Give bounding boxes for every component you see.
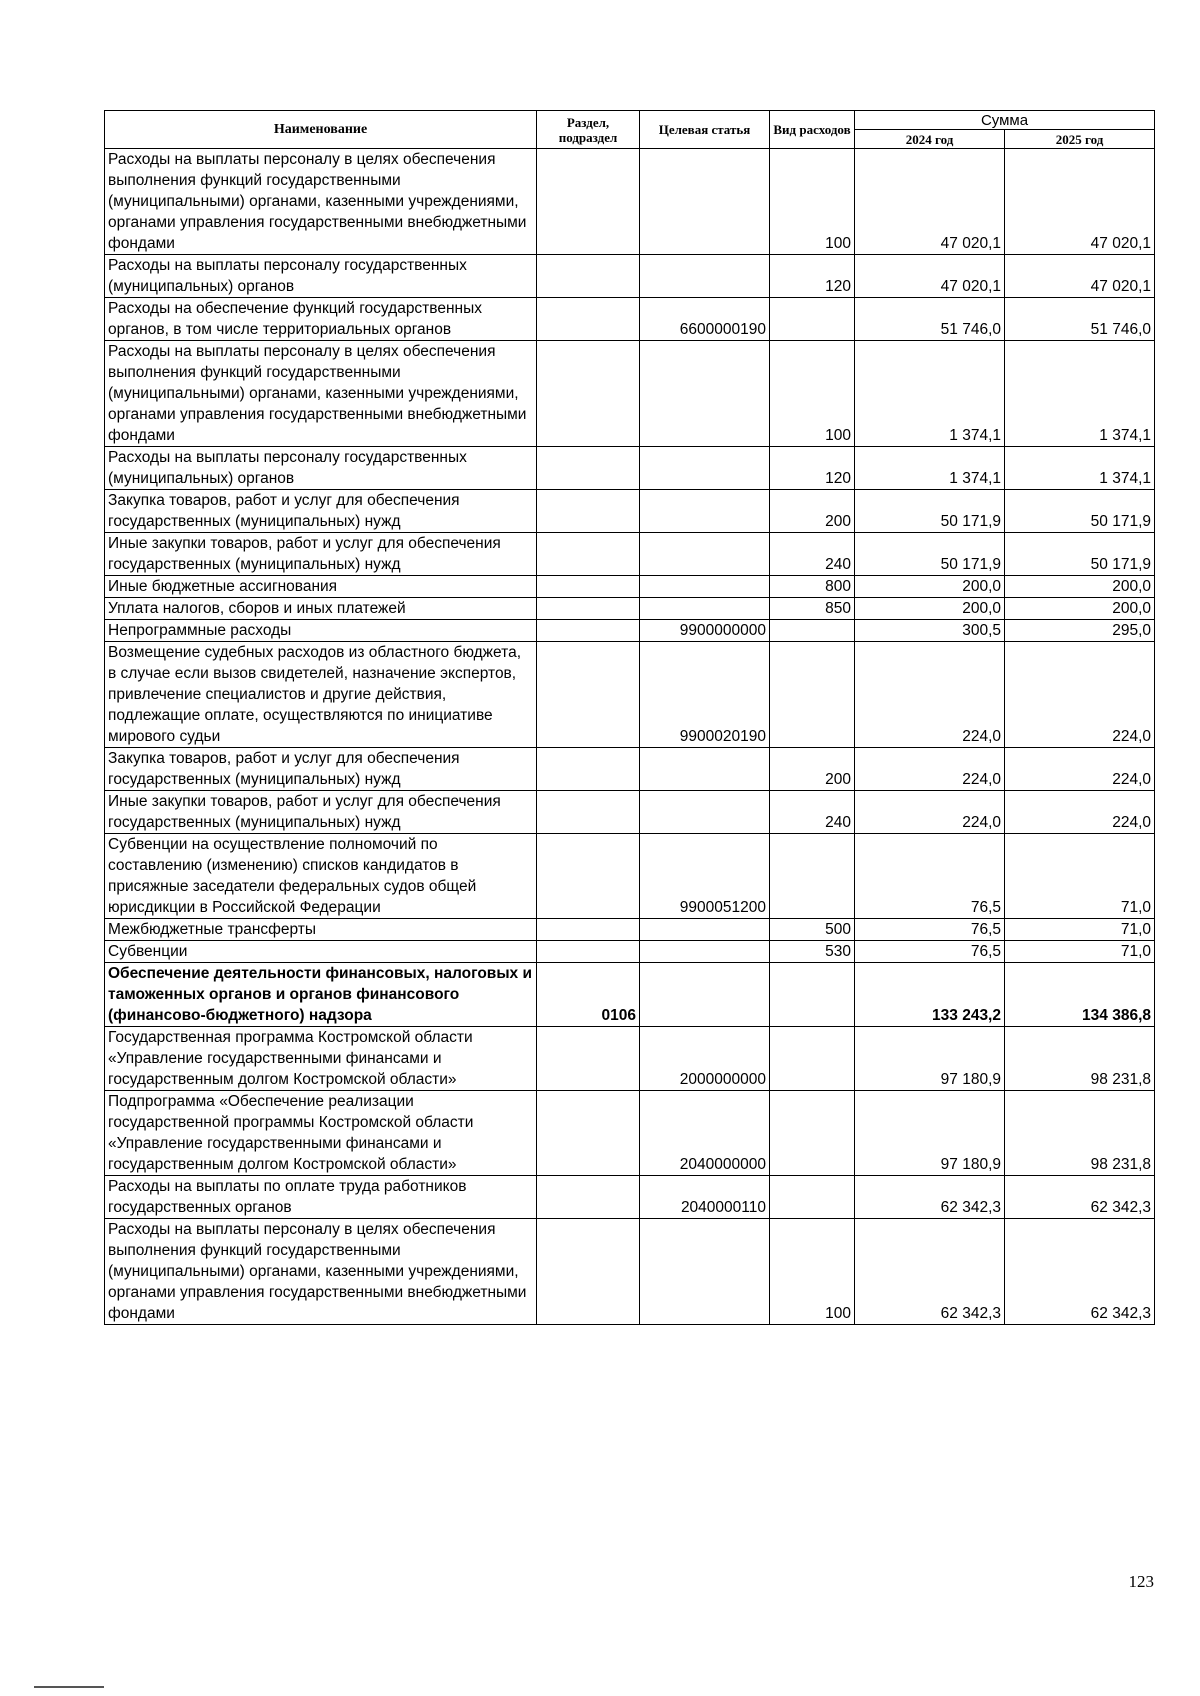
header-sum: Сумма xyxy=(855,111,1155,130)
cell-kind xyxy=(770,963,855,1027)
cell-2024: 47 020,1 xyxy=(855,149,1005,255)
cell-2024: 200,0 xyxy=(855,576,1005,598)
cell-kind: 120 xyxy=(770,255,855,298)
cell-section xyxy=(537,834,640,919)
cell-kind: 240 xyxy=(770,791,855,834)
cell-kind xyxy=(770,1176,855,1219)
cell-2024: 76,5 xyxy=(855,834,1005,919)
cell-2024: 50 171,9 xyxy=(855,533,1005,576)
cell-section xyxy=(537,1219,640,1325)
cell-section xyxy=(537,149,640,255)
cell-2024: 97 180,9 xyxy=(855,1027,1005,1091)
cell-2024: 76,5 xyxy=(855,919,1005,941)
cell-section xyxy=(537,642,640,748)
cell-2025: 51 746,0 xyxy=(1005,298,1155,341)
cell-2025: 50 171,9 xyxy=(1005,533,1155,576)
table-row xyxy=(105,748,1155,791)
cell-kind xyxy=(770,642,855,748)
cell-section xyxy=(537,447,640,490)
cell-name: Субвенции на осуществление полномочий по составлению (изменению) списков кандидатов в присяжные заседатели федеральных судов общей юрисдикции в Российской Федерации xyxy=(105,834,537,919)
table-row xyxy=(105,298,1155,341)
table-row xyxy=(105,1219,1155,1325)
cell-section xyxy=(537,341,640,447)
cell-name: Возмещение судебных расходов из областного бюджета, в случае если вызов свидетелей, назначение экспертов, привлечение специалистов и другие действия, подлежащие оплате, осуществляются по инициативе мирового судьи xyxy=(105,642,537,748)
cell-2024: 1 374,1 xyxy=(855,341,1005,447)
cell-kind: 100 xyxy=(770,149,855,255)
cell-section xyxy=(537,941,640,963)
cell-target xyxy=(640,149,770,255)
cell-kind: 850 xyxy=(770,598,855,620)
cell-kind: 800 xyxy=(770,576,855,598)
cell-target: 2040000000 xyxy=(640,1091,770,1176)
cell-kind xyxy=(770,1027,855,1091)
cell-target xyxy=(640,533,770,576)
cell-2024: 224,0 xyxy=(855,748,1005,791)
header-kind: Вид расходов xyxy=(770,111,855,149)
cell-kind: 530 xyxy=(770,941,855,963)
header-year-2024: 2024 год xyxy=(855,130,1005,149)
cell-2024: 200,0 xyxy=(855,598,1005,620)
cell-kind: 100 xyxy=(770,341,855,447)
table-header-row xyxy=(105,111,1155,130)
cell-name: Расходы на выплаты персоналу государственных (муниципальных) органов xyxy=(105,255,537,298)
cell-section xyxy=(537,255,640,298)
cell-2025: 71,0 xyxy=(1005,834,1155,919)
cell-2025: 47 020,1 xyxy=(1005,255,1155,298)
table-row xyxy=(105,598,1155,620)
table-row xyxy=(105,341,1155,447)
cell-kind: 120 xyxy=(770,447,855,490)
cell-2025: 200,0 xyxy=(1005,598,1155,620)
cell-name: Иные закупки товаров, работ и услуг для обеспечения государственных (муниципальных) нужд xyxy=(105,791,537,834)
cell-2025: 224,0 xyxy=(1005,642,1155,748)
cell-target xyxy=(640,598,770,620)
cell-name: Расходы на выплаты по оплате труда работников государственных органов xyxy=(105,1176,537,1219)
cell-kind xyxy=(770,620,855,642)
table-row xyxy=(105,490,1155,533)
cell-2025: 71,0 xyxy=(1005,941,1155,963)
cell-target: 2040000110 xyxy=(640,1176,770,1219)
cell-name: Закупка товаров, работ и услуг для обеспечения государственных (муниципальных) нужд xyxy=(105,490,537,533)
cell-2025: 224,0 xyxy=(1005,791,1155,834)
cell-name: Расходы на выплаты персоналу в целях обеспечения выполнения функций государственными (муниципальными) органами, казенными учреждениями, органами управления государственными внебюджетными фондами xyxy=(105,1219,537,1325)
cell-2025: 98 231,8 xyxy=(1005,1091,1155,1176)
cell-name: Иные закупки товаров, работ и услуг для обеспечения государственных (муниципальных) нужд xyxy=(105,533,537,576)
table-row xyxy=(105,1027,1155,1091)
cell-2025: 98 231,8 xyxy=(1005,1027,1155,1091)
cell-target xyxy=(640,1219,770,1325)
cell-2024: 76,5 xyxy=(855,941,1005,963)
header-name: Наименование xyxy=(105,111,537,149)
cell-2024: 224,0 xyxy=(855,791,1005,834)
cell-section xyxy=(537,791,640,834)
cell-kind: 100 xyxy=(770,1219,855,1325)
cell-target xyxy=(640,748,770,791)
cell-kind: 200 xyxy=(770,490,855,533)
cell-section xyxy=(537,620,640,642)
cell-2024: 47 020,1 xyxy=(855,255,1005,298)
cell-2024: 62 342,3 xyxy=(855,1176,1005,1219)
cell-2024: 1 374,1 xyxy=(855,447,1005,490)
cell-2025: 200,0 xyxy=(1005,576,1155,598)
cell-2024: 224,0 xyxy=(855,642,1005,748)
cell-2024: 133 243,2 xyxy=(855,963,1005,1027)
cell-section xyxy=(537,576,640,598)
cell-name: Расходы на выплаты персоналу в целях обеспечения выполнения функций государственными (муниципальными) органами, казенными учреждениями, органами управления государственными внебюджетными фондами xyxy=(105,341,537,447)
cell-target xyxy=(640,919,770,941)
table-row xyxy=(105,620,1155,642)
cell-kind: 200 xyxy=(770,748,855,791)
budget-document xyxy=(104,110,1154,1325)
cell-target xyxy=(640,941,770,963)
cell-name: Расходы на выплаты персоналу государственных (муниципальных) органов xyxy=(105,447,537,490)
cell-target xyxy=(640,576,770,598)
cell-name: Государственная программа Костромской области «Управление государственными финансами и государственным долгом Костромской области» xyxy=(105,1027,537,1091)
cell-section xyxy=(537,748,640,791)
table-row xyxy=(105,941,1155,963)
cell-2024: 62 342,3 xyxy=(855,1219,1005,1325)
table-body xyxy=(105,149,1155,1325)
table-row xyxy=(105,255,1155,298)
table-row xyxy=(105,1176,1155,1219)
cell-2025: 295,0 xyxy=(1005,620,1155,642)
table-row xyxy=(105,533,1155,576)
cell-kind xyxy=(770,834,855,919)
cell-2024: 300,5 xyxy=(855,620,1005,642)
cell-name: Расходы на обеспечение функций государственных органов, в том числе территориальных органов xyxy=(105,298,537,341)
cell-kind: 500 xyxy=(770,919,855,941)
cell-target: 9900000000 xyxy=(640,620,770,642)
table-row xyxy=(105,791,1155,834)
cell-name: Закупка товаров, работ и услуг для обеспечения государственных (муниципальных) нужд xyxy=(105,748,537,791)
cell-kind: 240 xyxy=(770,533,855,576)
table-row xyxy=(105,576,1155,598)
cell-2024: 97 180,9 xyxy=(855,1091,1005,1176)
table-row xyxy=(105,447,1155,490)
cell-target: 9900051200 xyxy=(640,834,770,919)
cell-2025: 71,0 xyxy=(1005,919,1155,941)
header-year-2025: 2025 год xyxy=(1005,130,1155,149)
page-number: 123 xyxy=(1128,1572,1154,1591)
scan-artifact xyxy=(34,1686,104,1688)
cell-section xyxy=(537,298,640,341)
cell-section xyxy=(537,1027,640,1091)
table-row xyxy=(105,834,1155,919)
cell-2024: 51 746,0 xyxy=(855,298,1005,341)
table-row xyxy=(105,963,1155,1027)
header-target: Целевая статья xyxy=(640,111,770,149)
cell-section xyxy=(537,919,640,941)
cell-2025: 134 386,8 xyxy=(1005,963,1155,1027)
cell-target xyxy=(640,490,770,533)
table-row xyxy=(105,642,1155,748)
cell-target: 6600000190 xyxy=(640,298,770,341)
cell-2025: 50 171,9 xyxy=(1005,490,1155,533)
cell-name: Межбюджетные трансферты xyxy=(105,919,537,941)
cell-name: Субвенции xyxy=(105,941,537,963)
cell-name: Подпрограмма «Обеспечение реализации государственной программы Костромской области «Управление государственными финансами и государственным долгом Костромской области» xyxy=(105,1091,537,1176)
cell-2024: 50 171,9 xyxy=(855,490,1005,533)
budget-table xyxy=(104,110,1155,1325)
cell-name: Иные бюджетные ассигнования xyxy=(105,576,537,598)
cell-target xyxy=(640,791,770,834)
cell-kind xyxy=(770,298,855,341)
table-row xyxy=(105,149,1155,255)
cell-name: Расходы на выплаты персоналу в целях обеспечения выполнения функций государственными (муниципальными) органами, казенными учреждениями, органами управления государственными внебюджетными фондами xyxy=(105,149,537,255)
cell-target xyxy=(640,341,770,447)
cell-2025: 1 374,1 xyxy=(1005,341,1155,447)
cell-section xyxy=(537,598,640,620)
cell-section xyxy=(537,533,640,576)
cell-2025: 47 020,1 xyxy=(1005,149,1155,255)
cell-section xyxy=(537,1091,640,1176)
cell-section xyxy=(537,1176,640,1219)
cell-2025: 62 342,3 xyxy=(1005,1176,1155,1219)
header-section: Раздел, подраздел xyxy=(537,111,640,149)
cell-2025: 62 342,3 xyxy=(1005,1219,1155,1325)
cell-2025: 224,0 xyxy=(1005,748,1155,791)
cell-section xyxy=(537,490,640,533)
cell-name: Обеспечение деятельности финансовых, налоговых и таможенных органов и органов финансового (финансово-бюджетного) надзора xyxy=(105,963,537,1027)
cell-name: Уплата налогов, сборов и иных платежей xyxy=(105,598,537,620)
cell-target xyxy=(640,447,770,490)
table-row xyxy=(105,919,1155,941)
cell-target: 2000000000 xyxy=(640,1027,770,1091)
cell-target: 9900020190 xyxy=(640,642,770,748)
cell-section: 0106 xyxy=(537,963,640,1027)
cell-name: Непрограммные расходы xyxy=(105,620,537,642)
cell-2025: 1 374,1 xyxy=(1005,447,1155,490)
cell-kind xyxy=(770,1091,855,1176)
table-row xyxy=(105,1091,1155,1176)
cell-target xyxy=(640,255,770,298)
cell-target xyxy=(640,963,770,1027)
